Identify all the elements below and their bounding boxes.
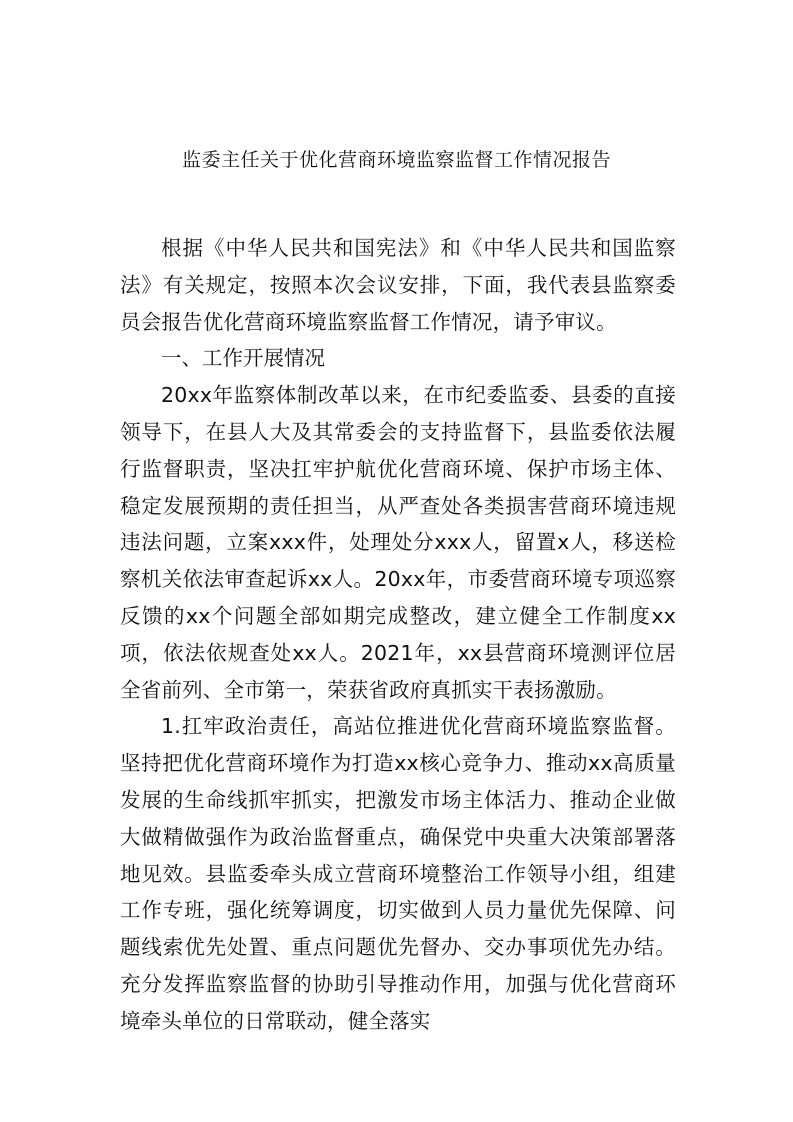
- document-body: [120, 230, 676, 1040]
- document-title: 监委主任关于优化营商环境监察监督工作情况报告: [181, 149, 611, 171]
- intro-paragraph: 根据《中华人民共和国宪法》和《中华人民共和国监察法》有关规定，按照本次会议安排，下面，我代表县监察委员会报告优化营商环境监察监督工作情况，请予审议。: [120, 236, 676, 334]
- section-heading: 一、工作开展情况: [161, 346, 325, 371]
- work-overview-paragraph: 20xx年监察体制改革以来，在市纪委监委、县委的直接领导下，在县人大及其常委会的支持监督下，县监委依法履行监督职责，坚决扛牢护航优化营商环境、保护市场主体、稳定发展预期的责任担当，从严查处各类损害营商环境违规违法问题，立案xxx件，处理处分xxx人，留置x人，移送检察机关依法审查起诉xx人。20xx年，市委营商环境专项巡察反馈的xx个问题全部如期完成整改，建立健全工作制度xx项，依法依规查处xx人。2021年，xx县营商环境测评位居全省前列、全市第一，荣获省政府真抓实干表扬激励。: [120, 383, 676, 702]
- political-responsibility-paragraph: 1.扛牢政治责任，高站位推进优化营商环境监察监督。坚持把优化营商环境作为打造xx核心竞争力、推动xx高质量发展的生命线抓牢抓实，把激发市场主体活力、推动企业做大做精做强作为政治监督重点，确保党中央重大决策部署落地见效。县监委牵头成立营商环境整治工作领导小组，组建工作专班，强化统筹调度，切实做到人员力量优先保障、问题线索优先处置、重点问题优先督办、交办事项优先办结。充分发挥监察监督的协助引导推动作用，加强与优化营商环境牵头单位的日常联动，健全落实: [120, 714, 676, 1033]
